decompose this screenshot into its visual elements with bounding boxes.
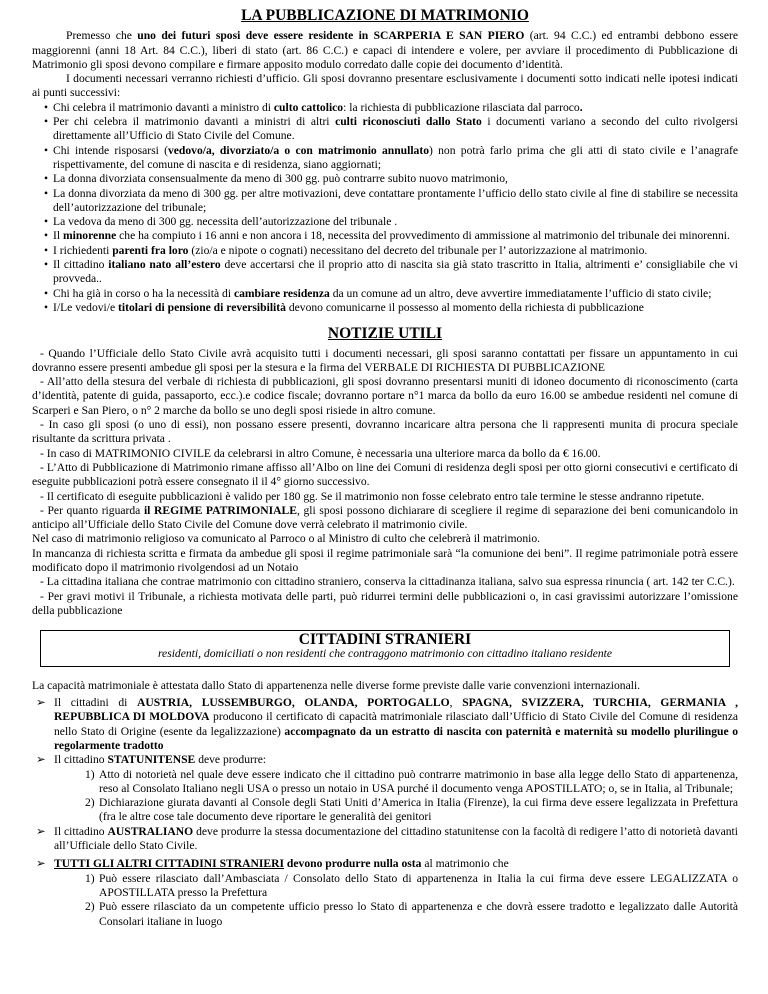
item-text: La vedova da meno di 300 gg. necessita dell’autorizzazione del tribunale . xyxy=(53,215,398,229)
item-bold: accompagnato da un estratto di nascita con paternità e maternità su modello plurilingue o regolarmente tradotto xyxy=(54,724,738,752)
item-text: ) non potrà farlo prima che gli atti di stato civile e l’anagrafe rispettivamente, del comune di nascita e di residenza, siano aggiornati; xyxy=(53,143,739,171)
item-bold: STATUNITENSE xyxy=(107,753,196,767)
item-bold: minorenne xyxy=(62,229,117,243)
item-text: che ha compiuto i 16 anni e non ancora i 18, necessita del provvedimento di ammissione al matrimonio del tribunale dei minorenni. xyxy=(116,229,730,243)
item-bold: cambiare residenza xyxy=(233,286,330,300)
numbered-item xyxy=(85,872,738,901)
notice-paragraph: - All’atto della stesura del verbale di richiesta di pubblicazioni, gli sposi dovranno presentarsi muniti di idoneo documento di riconoscimento (carta d’identità, patente di guida, passaporto, ecc.).e codice fiscale; dovranno portare n°1 marca da bollo da euro 16.00 se ambedue residenti nel comune di Scarperi e San Piero, o n° 2 marche da bollo se uno degli sposi risiede in altro comune. xyxy=(32,375,738,417)
notice-bold: il REGIME PATRIMONIALE xyxy=(143,503,297,517)
requirement-item xyxy=(44,301,738,315)
item-text: Il cittadino xyxy=(53,258,109,272)
item-number: 2) xyxy=(85,796,95,810)
item-number: 1) xyxy=(85,871,95,885)
item-text: deve accertarsi che il proprio atto di nascita sia già stato trascritto in Italia, altrimenti e’ consigliabile che vi provveda.. xyxy=(53,258,738,286)
item-bold: SPAGNA, SVIZZERA, TURCHIA, GERMANIA , REPUBBLICA DI MOLDOVA xyxy=(54,696,738,724)
stranieri-item xyxy=(36,696,738,753)
stranieri-item xyxy=(36,825,738,854)
item-text: Atto di notorietà nel quale deve essere indicato che il cittadino può contrarre matrimonio in base alla legge dello Stato di appartenenza, reso al Consolato Italiano negli USA o presso un notaio in USA purché il documento venga APOSTILLATO; o, se in Italia, al Tribunale; xyxy=(99,767,738,795)
notice-paragraph: - In caso gli sposi (o uno di essi), non possano essere presenti, dovranno incaricare altra persona che li rappresenti munita di procura speciale risultante da scrittura privata . xyxy=(32,418,738,446)
requirement-item xyxy=(44,215,738,229)
item-number: 2) xyxy=(85,900,95,914)
requirement-item xyxy=(44,172,738,186)
notice-paragraph: - L’Atto di Pubblicazione di Matrimonio rimane affisso all’Albo on line dei Comuni di residenza degli sposi per otto giorni consecutivi e certificato di eseguite pubblicazioni potrà essere consegnato il il 4° giorno successivo. xyxy=(32,460,738,489)
notice-paragraph: - La cittadina italiana che contrae matrimonio con cittadino straniero, conserva la cittadinanza italiana, salvo sua espressa rinuncia ( art. 142 ter C.C.). xyxy=(40,575,735,589)
intro-text-c: (art. 94 C.C.) ed entrambi debbono essere maggiorenni (anni 18 Art. 84 C.C.), liberi di stato (art. 86 C.C.) e capaci di intendere e volere, per avviare il procedimento di Pubblicazione di Matrimonio gli sposi devono compilare e firmare apposito modulo corredato dalle copie dei documento d’identità. xyxy=(32,29,738,71)
item-text: producono il certificato di capacità matrimoniale rilasciato dall’Ufficio di Stato Civile del Comune di residenza nello Stato di Origine (esente da legalizzazione) xyxy=(54,710,738,738)
item-text: da un comune ad un altro, deve avvertire immediatamente l’ufficio di stato civile; xyxy=(329,286,712,300)
capacity-intro: La capacità matrimoniale è attestata dallo Stato di appartenenza nelle diverse forme previste dalle varie convenzioni internazionali. xyxy=(32,678,641,692)
item-text: Per chi celebra il matrimonio davanti a ministri di altri xyxy=(53,115,336,129)
item-bold: AUSTRALIANO xyxy=(107,824,194,838)
item-text: Può essere rilasciato dall’Ambasciata / Consolato dello Stato di appartenenza in Italia la cui firma deve essere LEGALIZZATA o APOSTILLATA presso la Prefettura xyxy=(99,871,738,899)
notice-paragraph: - Quando l’Ufficiale dello Stato Civile avrà acquisito tutti i documenti necessari, gli sposi saranno contattati per fissare un appuntamento in cui dovranno essere presenti ambedue gli sposi per la stesura e la firma del VERBALE DI RICHIESTA DI PUBBLICAZIONE xyxy=(32,346,738,374)
notice-text: , gli sposi possono dichiarare di scegliere il regime di separazione dei beni comunicandolo in anticipo all’Ufficiale dello Stato Civile del Comune dove verrà celebrato il matrimonio civile. xyxy=(32,503,738,532)
item-text: devono comunicarne il possesso al momento della richiesta di pubblicazione xyxy=(285,300,644,314)
notice-text: - Per quanto riguarda xyxy=(40,503,144,517)
requirement-item xyxy=(44,287,738,301)
requirement-item xyxy=(44,187,738,216)
item-text: , xyxy=(449,696,463,710)
item-text: Può essere rilasciato da un competente ufficio presso lo Stato di appartenenza e che dovrà essere tradotto e legalizzato dalle Autorità Consolari italiane in luogo xyxy=(99,900,738,928)
title-pubblicazione: LA PUBBLICAZIONE DI MATRIMONIO xyxy=(241,7,529,24)
requirement-item xyxy=(44,258,738,287)
stranieri-list xyxy=(32,825,738,872)
item-bold: vedovo/a, divorziato/a o con matrimonio annullato xyxy=(167,143,430,157)
item-text: Chi ha già in corso o ha la necessità di xyxy=(53,286,234,300)
item-bold: culto cattolico xyxy=(273,100,344,114)
item-text: Chi intende risposarsi ( xyxy=(53,143,168,157)
requirement-item xyxy=(44,144,738,173)
numbered-item xyxy=(85,796,738,825)
item-text: : la richiesta di pubblicazione rilasciata dal parroco xyxy=(343,100,580,114)
stranieri-header-box xyxy=(40,630,730,667)
documents-paragraph: I documenti necessari verranno richiesti d’ufficio. Gli sposi dovranno presentare esclusivamente i documenti sotto indicati nelle ipotesi indicati ai punti successivi: xyxy=(32,72,738,100)
subtitle-cittadini-stranieri: residenti, domiciliati o non residenti che contraggono matrimonio con cittadino italiano residente xyxy=(157,647,613,661)
item-text: Il cittadino xyxy=(54,753,108,767)
item-bold-underlined: TUTTI GLI ALTRI CITTADINI STRANIERI xyxy=(54,857,285,871)
title-notizie-utili: NOTIZIE UTILI xyxy=(327,325,443,343)
requirement-item xyxy=(44,244,738,258)
item-number: 1) xyxy=(85,767,95,781)
arrow-bullet-icon: ➢ xyxy=(36,824,46,838)
other-requirements-list xyxy=(32,872,738,929)
item-bold: culti riconosciuti dallo Stato xyxy=(335,115,482,129)
requirement-item xyxy=(44,229,738,243)
item-text: I richiedenti xyxy=(53,243,113,257)
notice-paragraph: In mancanza di richiesta scritta e firmata da ambedue gli sposi il regime patrimoniale sarà “la comunione dei beni”. Il regime patrimoniale potrà essere modificato dopo il matrimonio rivolgendosi ad un Notaio xyxy=(32,546,738,574)
requirement-item xyxy=(44,101,738,115)
title-cittadini-stranieri: CITTADINI STRANIERI xyxy=(298,631,472,649)
item-bold: AUSTRIA, LUSSEMBURGO, OLANDA, PORTOGALLO xyxy=(136,696,450,710)
item-text: i documenti variano a secondo del culto rivolgersi direttamente all’Ufficio di Stato Civile del Comune. xyxy=(53,115,738,143)
requirement-item xyxy=(44,115,738,144)
notice-paragraph: Nel caso di matrimonio religioso va comunicato al Parroco o al Ministro di culto che celebrerà il matrimonio. xyxy=(32,532,541,546)
arrow-bullet-icon: ➢ xyxy=(36,696,46,710)
arrow-bullet-icon: ➢ xyxy=(36,753,46,767)
item-text: Il cittadino xyxy=(54,824,108,838)
usa-requirements-list xyxy=(32,768,738,825)
item-text: La donna divorziata da meno di 300 gg. per altre motivazioni, deve contattare prontamente l’ufficio dello stato civile al fine di stabilire se necessita dell’autorizzazione del tribunale; xyxy=(53,186,738,214)
item-text: Il cittadini di xyxy=(54,696,137,710)
item-text: (zio/a e nipote o cognati) necessitano del decreto del tribunale per l’ autorizzazione al matrimonio. xyxy=(188,243,648,257)
item-text: Il xyxy=(53,229,63,243)
item-bold: . xyxy=(579,100,583,114)
numbered-item xyxy=(85,768,738,797)
stranieri-item xyxy=(36,753,738,767)
item-text: Chi celebra il matrimonio davanti a ministro di xyxy=(53,100,274,114)
item-text: Dichiarazione giurata davanti al Console degli Stati Uniti d’America in Italia (Firenze), la cui firma deve essere legalizzata in Prefettura (fra le altre cose tale documento deve riportare le generalità dei genitori xyxy=(99,796,738,824)
requirements-list xyxy=(32,101,738,315)
item-text: al matrimonio che xyxy=(421,857,509,871)
stranieri-item xyxy=(36,857,738,871)
item-text: La donna divorziata consensualmente da meno di 300 gg. può contrarre subito nuovo matrimonio, xyxy=(53,172,508,186)
notice-paragraph: - Per gravi motivi il Tribunale, a richiesta motivata delle parti, può ridurrei termini delle pubblicazioni o, in casi gravissimi autorizzare l’omissione della pubblicazione xyxy=(32,589,738,617)
item-text: I/Le vedovi/e xyxy=(53,300,119,314)
item-text: deve produrre la stessa documentazione del cittadino statunitense con la facoltà di redigere l’atto di notorietà davanti all’Ufficiale dello Stato Civile. xyxy=(54,824,738,853)
item-bold: devono produrre nulla osta xyxy=(284,857,422,871)
stranieri-list xyxy=(32,696,738,767)
intro-text-a: Premesso che xyxy=(66,29,138,43)
notice-paragraph: - Il certificato di eseguite pubblicazioni è valido per 180 gg. Se il matrimonio non fosse celebrato entro tale termine le stesse andranno ripetute. xyxy=(40,489,705,503)
item-bold: italiano nato all’estero xyxy=(108,258,221,272)
notice-paragraph xyxy=(32,504,738,533)
arrow-bullet-icon: ➢ xyxy=(36,857,46,871)
intro-text-bold: uno dei futuri sposi deve essere residente in SCARPERIA E SAN PIERO xyxy=(137,29,525,43)
intro-paragraph xyxy=(32,29,738,72)
item-bold: parenti fra loro xyxy=(112,243,189,257)
numbered-item xyxy=(85,900,738,929)
notice-paragraph: - In caso di MATRIMONIO CIVILE da celebrarsi in altro Comune, è necessaria una ulteriore marca da bollo da € 16.00. xyxy=(40,446,601,460)
item-text: deve produrre: xyxy=(195,753,267,767)
item-bold: titolari di pensione di reversibilità xyxy=(118,300,286,314)
